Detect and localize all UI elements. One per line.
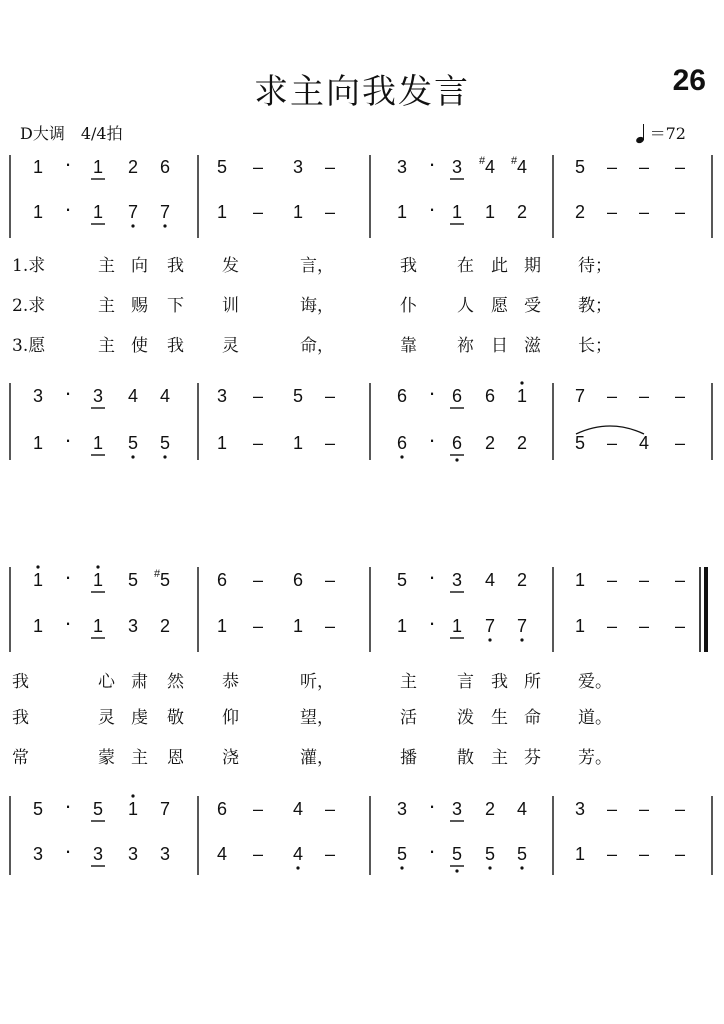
jianpu-note: 5 [396, 570, 408, 590]
jianpu-note: 1 [216, 202, 228, 222]
octave-dot-below [296, 866, 299, 869]
jianpu-note: 6 [216, 799, 228, 819]
jianpu-note: 1 [396, 616, 408, 636]
jianpu-note: 2 [516, 570, 528, 590]
lyric-syllable: 灵 [222, 336, 239, 356]
jianpu-note: 3 [292, 157, 304, 177]
lyric-syllable: 人 [457, 296, 474, 316]
jianpu-note: – [252, 844, 264, 864]
jianpu-note: – [638, 202, 650, 222]
lyric-syllable: 恩 [167, 748, 184, 768]
jianpu-note: – [606, 157, 618, 177]
jianpu-note: 2 [516, 202, 528, 222]
lyric-syllable: 教； [578, 296, 612, 316]
jianpu-note: 3 [159, 844, 171, 864]
lyric-syllable: 芳。 [578, 748, 612, 768]
jianpu-note: – [324, 799, 336, 819]
sharp-accidental: # [478, 155, 486, 167]
lyric-syllable: 日 [491, 336, 508, 356]
jianpu-note: 3 [32, 844, 44, 864]
jianpu-note: 1 [292, 433, 304, 453]
jianpu-note: 6 [396, 433, 408, 453]
jianpu-note: 7 [484, 616, 496, 636]
sharp-accidental: # [153, 568, 161, 580]
jianpu-note: 1 [92, 570, 104, 590]
jianpu-note: – [638, 386, 650, 406]
jianpu-note: 1 [451, 202, 463, 222]
lyric-syllable: 泼 [457, 708, 474, 728]
lyric-syllable: 所 [524, 672, 541, 692]
jianpu-note: 5 [396, 844, 408, 864]
jianpu-note: 5 [127, 433, 139, 453]
jianpu-note: · [64, 564, 72, 589]
jianpu-note: – [674, 844, 686, 864]
jianpu-note: 2 [574, 202, 586, 222]
jianpu-note: 3 [396, 157, 408, 177]
jianpu-note: 1 [574, 570, 586, 590]
jianpu-note: · [428, 564, 436, 589]
lyric-syllable: 主 [491, 748, 508, 768]
jianpu-note: 3 [127, 616, 139, 636]
octave-dot-above [36, 565, 39, 568]
lyric-syllable: 常 [12, 748, 29, 768]
lyric-syllable: 爱。 [578, 672, 612, 692]
lyric-syllable: 肃 [131, 672, 148, 692]
lyric-syllable: 主 [98, 256, 115, 276]
jianpu-note: 1 [484, 202, 496, 222]
octave-dot-above [520, 381, 523, 384]
octave-dot-below [488, 638, 491, 641]
jianpu-note: 6 [159, 157, 171, 177]
jianpu-note: · [428, 610, 436, 635]
jianpu-note: – [606, 433, 618, 453]
jianpu-note: – [324, 570, 336, 590]
jianpu-note: · [428, 838, 436, 863]
jianpu-note: 6 [292, 570, 304, 590]
lyric-syllable: 滋 [524, 336, 541, 356]
key-signature: D大调 4/4拍 [20, 124, 123, 143]
jianpu-note: · [64, 151, 72, 176]
lyric-syllable: 命 [524, 708, 541, 728]
jianpu-note: 5 [516, 844, 528, 864]
octave-dot-above [131, 794, 134, 797]
lyric-syllable: 生 [491, 708, 508, 728]
jianpu-note: · [428, 793, 436, 818]
jianpu-note: 1 [574, 844, 586, 864]
jianpu-note: 1 [516, 386, 528, 406]
jianpu-note: 1 [32, 616, 44, 636]
sharp-accidental: # [510, 155, 518, 167]
jianpu-note: 5 [484, 844, 496, 864]
jianpu-note: – [606, 844, 618, 864]
octave-dot-above [96, 565, 99, 568]
jianpu-note: – [252, 202, 264, 222]
lyric-syllable: 仰 [222, 708, 239, 728]
octave-dot-below [455, 869, 458, 872]
jianpu-note: – [638, 157, 650, 177]
lyric-syllable: 3.愿 [12, 336, 46, 356]
jianpu-note: 1 [292, 202, 304, 222]
jianpu-note: 1 [32, 570, 44, 590]
jianpu-note: – [606, 616, 618, 636]
octave-dot-below [520, 638, 523, 641]
jianpu-note: – [324, 157, 336, 177]
jianpu-note: 3 [32, 386, 44, 406]
jianpu-note: 2 [484, 799, 496, 819]
lyric-syllable: 我 [12, 672, 29, 692]
jianpu-note: · [428, 427, 436, 452]
jianpu-note: 1 [92, 433, 104, 453]
jianpu-note: 3 [92, 844, 104, 864]
lyric-syllable: 蒙 [98, 748, 115, 768]
lyric-syllable: 命， [300, 336, 334, 356]
jianpu-note: – [606, 386, 618, 406]
lyric-syllable: 敬 [167, 708, 184, 728]
jianpu-note: 3 [92, 386, 104, 406]
lyric-syllable: 主 [131, 748, 148, 768]
lyric-syllable: 待； [578, 256, 612, 276]
jianpu-note: 4 [484, 157, 496, 177]
jianpu-note: – [674, 799, 686, 819]
lyric-syllable: 活 [400, 708, 417, 728]
jianpu-note: 5 [292, 386, 304, 406]
jianpu-note: 1 [574, 616, 586, 636]
lyric-syllable: 主 [98, 296, 115, 316]
octave-dot-below [131, 455, 134, 458]
jianpu-note: 4 [127, 386, 139, 406]
jianpu-note: – [324, 616, 336, 636]
lyric-syllable: 散 [457, 748, 474, 768]
lyric-syllable: 诲， [300, 296, 334, 316]
jianpu-note: 6 [451, 386, 463, 406]
jianpu-note: 4 [484, 570, 496, 590]
jianpu-note: – [638, 844, 650, 864]
jianpu-note: – [674, 386, 686, 406]
jianpu-note: 7 [159, 799, 171, 819]
jianpu-note: – [638, 570, 650, 590]
jianpu-note: · [64, 610, 72, 635]
jianpu-note: 1 [127, 799, 139, 819]
jianpu-note: 5 [92, 799, 104, 819]
jianpu-note: 1 [32, 433, 44, 453]
jianpu-note: 5 [574, 157, 586, 177]
lyric-syllable: 播 [400, 748, 417, 768]
jianpu-note: 5 [574, 433, 586, 453]
lyric-syllable: 祢 [457, 336, 474, 356]
jianpu-note: · [64, 380, 72, 405]
jianpu-note: 2 [516, 433, 528, 453]
jianpu-note: 4 [159, 386, 171, 406]
lyric-syllable: 受 [524, 296, 541, 316]
jianpu-note: 4 [292, 799, 304, 819]
lyric-syllable: 然 [167, 672, 184, 692]
hymn-number: 26 [672, 64, 706, 97]
lyric-syllable: 虔 [131, 708, 148, 728]
jianpu-note: 1 [451, 616, 463, 636]
jianpu-note: – [674, 570, 686, 590]
lyric-syllable: 长； [578, 336, 612, 356]
jianpu-note: 1 [32, 157, 44, 177]
jianpu-note: – [252, 157, 264, 177]
jianpu-note: – [606, 202, 618, 222]
lyric-syllable: 言， [300, 256, 334, 276]
jianpu-note: – [324, 202, 336, 222]
jianpu-note: – [252, 799, 264, 819]
jianpu-note: 6 [484, 386, 496, 406]
jianpu-note: 1 [396, 202, 408, 222]
jianpu-note: · [64, 793, 72, 818]
jianpu-note: · [64, 838, 72, 863]
lyric-syllable: 使 [131, 336, 148, 356]
octave-dot-below [163, 455, 166, 458]
lyric-syllable: 靠 [400, 336, 417, 356]
jianpu-note: – [638, 799, 650, 819]
jianpu-note: 1 [216, 616, 228, 636]
jianpu-note: – [252, 570, 264, 590]
lyric-syllable: 主 [98, 336, 115, 356]
jianpu-note: 4 [638, 433, 650, 453]
jianpu-note: 5 [159, 570, 171, 590]
lyric-syllable: 训 [222, 296, 239, 316]
lyric-syllable: 发 [222, 256, 239, 276]
lyric-syllable: 我 [400, 256, 417, 276]
jianpu-note: 5 [32, 799, 44, 819]
jianpu-note: 4 [292, 844, 304, 864]
jianpu-note: – [674, 433, 686, 453]
jianpu-note: 3 [216, 386, 228, 406]
lyric-syllable: 下 [167, 296, 184, 316]
jianpu-note: – [324, 386, 336, 406]
jianpu-note: 7 [159, 202, 171, 222]
jianpu-note: 5 [159, 433, 171, 453]
lyric-syllable: 此 [491, 256, 508, 276]
jianpu-note: – [252, 433, 264, 453]
jianpu-note: – [638, 616, 650, 636]
lyric-syllable: 浇 [222, 748, 239, 768]
jianpu-note: 7 [574, 386, 586, 406]
jianpu-note: 3 [396, 799, 408, 819]
jianpu-note: 5 [127, 570, 139, 590]
jianpu-note: – [674, 157, 686, 177]
jianpu-note: 1 [92, 202, 104, 222]
lyric-syllable: 言 [457, 672, 474, 692]
lyric-syllable: 我 [12, 708, 29, 728]
lyric-syllable: 2.求 [12, 296, 46, 316]
lyric-syllable: 仆 [400, 296, 417, 316]
lyric-syllable: 愿 [491, 296, 508, 316]
octave-dot-below [400, 866, 403, 869]
jianpu-note: 3 [451, 799, 463, 819]
jianpu-note: 1 [92, 157, 104, 177]
lyric-syllable: 1.求 [12, 256, 46, 276]
lyric-syllable: 向 [131, 256, 148, 276]
lyric-syllable: 恭 [222, 672, 239, 692]
jianpu-note: – [606, 799, 618, 819]
octave-dot-below [488, 866, 491, 869]
jianpu-note: 7 [127, 202, 139, 222]
jianpu-note: · [64, 196, 72, 221]
jianpu-note: – [606, 570, 618, 590]
jianpu-note: 5 [451, 844, 463, 864]
lyric-syllable: 听， [300, 672, 334, 692]
octave-dot-below [163, 224, 166, 227]
lyric-syllable: 主 [400, 672, 417, 692]
lyric-syllable: 心 [98, 672, 115, 692]
lyric-syllable: 我 [167, 336, 184, 356]
jianpu-note: · [428, 196, 436, 221]
lyric-syllable: 道。 [578, 708, 612, 728]
jianpu-note: – [252, 616, 264, 636]
jianpu-note: · [64, 427, 72, 452]
jianpu-note: 6 [216, 570, 228, 590]
lyric-syllable: 芬 [524, 748, 541, 768]
jianpu-note: 1 [292, 616, 304, 636]
jianpu-note: 2 [159, 616, 171, 636]
jianpu-note: 6 [396, 386, 408, 406]
jianpu-note: 2 [127, 157, 139, 177]
jianpu-note: – [324, 844, 336, 864]
jianpu-note: 7 [516, 616, 528, 636]
jianpu-note: 4 [516, 157, 528, 177]
lyric-syllable: 期 [524, 256, 541, 276]
jianpu-note: 1 [92, 616, 104, 636]
lyric-syllable: 赐 [131, 296, 148, 316]
jianpu-note: 4 [216, 844, 228, 864]
jianpu-note: – [252, 386, 264, 406]
jianpu-note: 2 [484, 433, 496, 453]
lyric-syllable: 灵 [98, 708, 115, 728]
jianpu-note: 1 [216, 433, 228, 453]
hymn-title: 求主向我发言 [254, 72, 470, 112]
jianpu-note: 3 [451, 157, 463, 177]
jianpu-note: 6 [451, 433, 463, 453]
octave-dot-below [400, 455, 403, 458]
jianpu-note: 3 [451, 570, 463, 590]
jianpu-note: – [674, 202, 686, 222]
jianpu-note: 3 [127, 844, 139, 864]
lyric-syllable: 灌， [300, 748, 334, 768]
jianpu-note: · [428, 151, 436, 176]
octave-dot-below [455, 458, 458, 461]
octave-dot-below [131, 224, 134, 227]
jianpu-note: 4 [516, 799, 528, 819]
lyric-syllable: 我 [491, 672, 508, 692]
jianpu-note: 1 [32, 202, 44, 222]
lyric-syllable: 我 [167, 256, 184, 276]
jianpu-note: – [674, 616, 686, 636]
jianpu-note: 5 [216, 157, 228, 177]
lyric-syllable: 在 [457, 256, 474, 276]
jianpu-note: 3 [574, 799, 586, 819]
tempo-value: ＝72 [649, 124, 686, 143]
jianpu-note: · [428, 380, 436, 405]
lyric-syllable: 望， [300, 708, 334, 728]
jianpu-note: – [324, 433, 336, 453]
octave-dot-below [520, 866, 523, 869]
